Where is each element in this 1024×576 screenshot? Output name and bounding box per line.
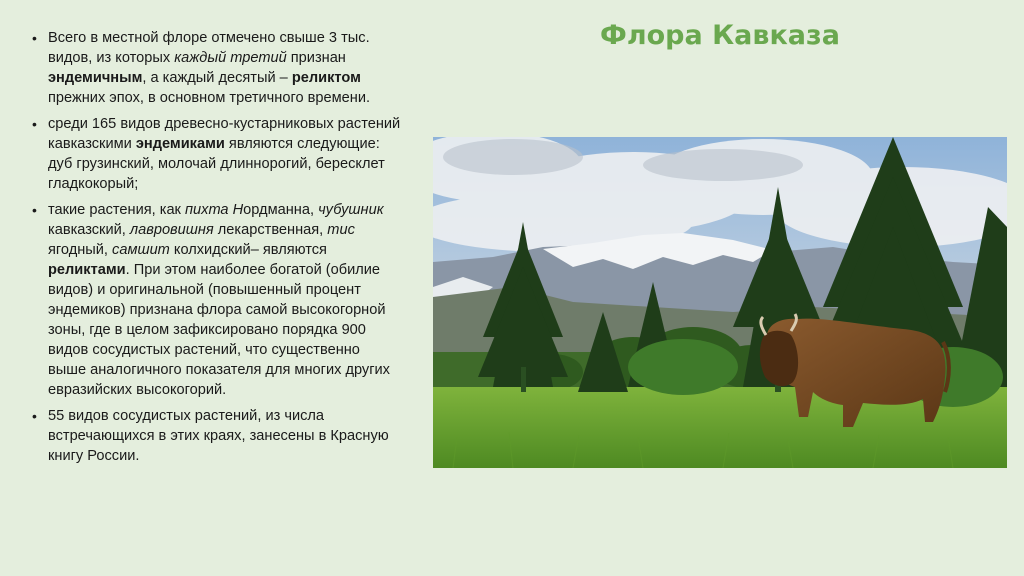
bullet-marker: • (32, 116, 37, 132)
bullet-text: . При этом наиболее богатой (обилие видов) и оригинальной (повышенный процент эндемиков) признана флора самой высокогорной зоны, где в целом зафиксировано порядка 900 видов сосудистых растений, что существенно выше аналогичного показателя для многих других евразийских высокогорий. (48, 262, 390, 398)
bullet-item (30, 406, 402, 466)
bison-mountain-photo (433, 137, 1007, 468)
italic-term: чубушник (318, 202, 384, 218)
bullet-text: признан (286, 50, 346, 66)
italic-term: тис (327, 222, 355, 238)
bullet-text: ордманна, (243, 202, 319, 218)
italic-term: лавровишня (129, 222, 214, 238)
bullet-text: кавказский, (48, 222, 130, 238)
bullet-item (30, 200, 402, 400)
bullet-text: лекарственная, (213, 222, 328, 238)
bullet-text: среди 165 видов древесно-кустарниковых растений кавказскими (48, 116, 401, 152)
italic-term: пихта Н (185, 202, 244, 218)
bullet-item (30, 114, 402, 194)
bullet-marker: • (32, 408, 37, 424)
bold-term: эндемичным (48, 70, 143, 86)
bullet-text: такие растения, как (48, 202, 185, 218)
bold-term: эндемиками (135, 136, 225, 152)
italic-term: каждый третий (174, 50, 287, 66)
bullet-text: прежних эпох, в основном третичного времени. (48, 90, 371, 106)
slide-title: Флора Кавказа (600, 20, 840, 51)
italic-term: самшит (112, 242, 170, 258)
bullet-text: ягодный, (48, 242, 113, 258)
bullet-text: Всего в местной флоре отмечено свыше 3 тыс. видов, из которых (48, 30, 370, 66)
bullet-item (30, 28, 402, 108)
bullet-text: , а каждый десятый – (142, 70, 292, 86)
bullet-text: являются следующие: дуб грузинский, молочай длиннорогий, бересклет гладкокорый; (48, 136, 385, 192)
bullet-list (30, 28, 402, 472)
bullet-marker: • (32, 202, 37, 218)
bold-term: реликтом (291, 70, 361, 86)
bold-term: реликтами (48, 262, 126, 278)
bullet-text: колхидский– являются (169, 242, 327, 258)
bullet-text: 55 видов сосудистых растений, из числа встречающихся в этих краях, занесены в Красную книгу России. (48, 408, 389, 464)
bullet-marker: • (32, 30, 37, 46)
